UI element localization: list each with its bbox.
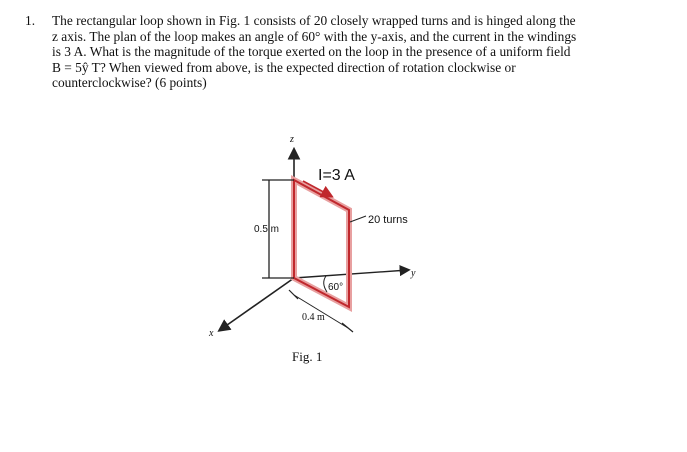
angle-arc bbox=[324, 276, 327, 292]
problem-line-1: The rectangular loop shown in Fig. 1 consists of 20 closely wrapped turns and is hinged along the bbox=[52, 13, 576, 28]
angle-label: 60° bbox=[328, 282, 344, 293]
x-axis bbox=[220, 278, 294, 330]
current-label: I=3 A bbox=[318, 167, 355, 184]
width-dim-tick-left bbox=[289, 290, 298, 299]
problem-line-3: is 3 A. What is the magnitude of the torque exerted on the loop in the presence of a uniform field bbox=[52, 44, 571, 60]
width-label: 0.4 m bbox=[302, 312, 325, 323]
height-label: 0.5 m bbox=[254, 224, 280, 235]
axis-y-label: y bbox=[411, 268, 416, 279]
problem-number: 1. bbox=[25, 13, 36, 28]
problem-line-2: z axis. The plan of the loop makes an angle of 60° with the y-axis, and the current in the windings bbox=[52, 28, 577, 44]
problem-line-4: B = 5ŷ T? When viewed from above, is the expected direction of rotation clockwise or bbox=[52, 59, 516, 75]
problem-line-5: counterclockwise? (6 points) bbox=[52, 75, 207, 91]
axis-x-label: x bbox=[209, 328, 214, 339]
figure-caption: Fig. 1 bbox=[292, 349, 323, 364]
axis-z-label: z bbox=[290, 134, 294, 145]
turns-leader bbox=[350, 216, 366, 222]
turns-label: 20 turns bbox=[368, 214, 408, 226]
